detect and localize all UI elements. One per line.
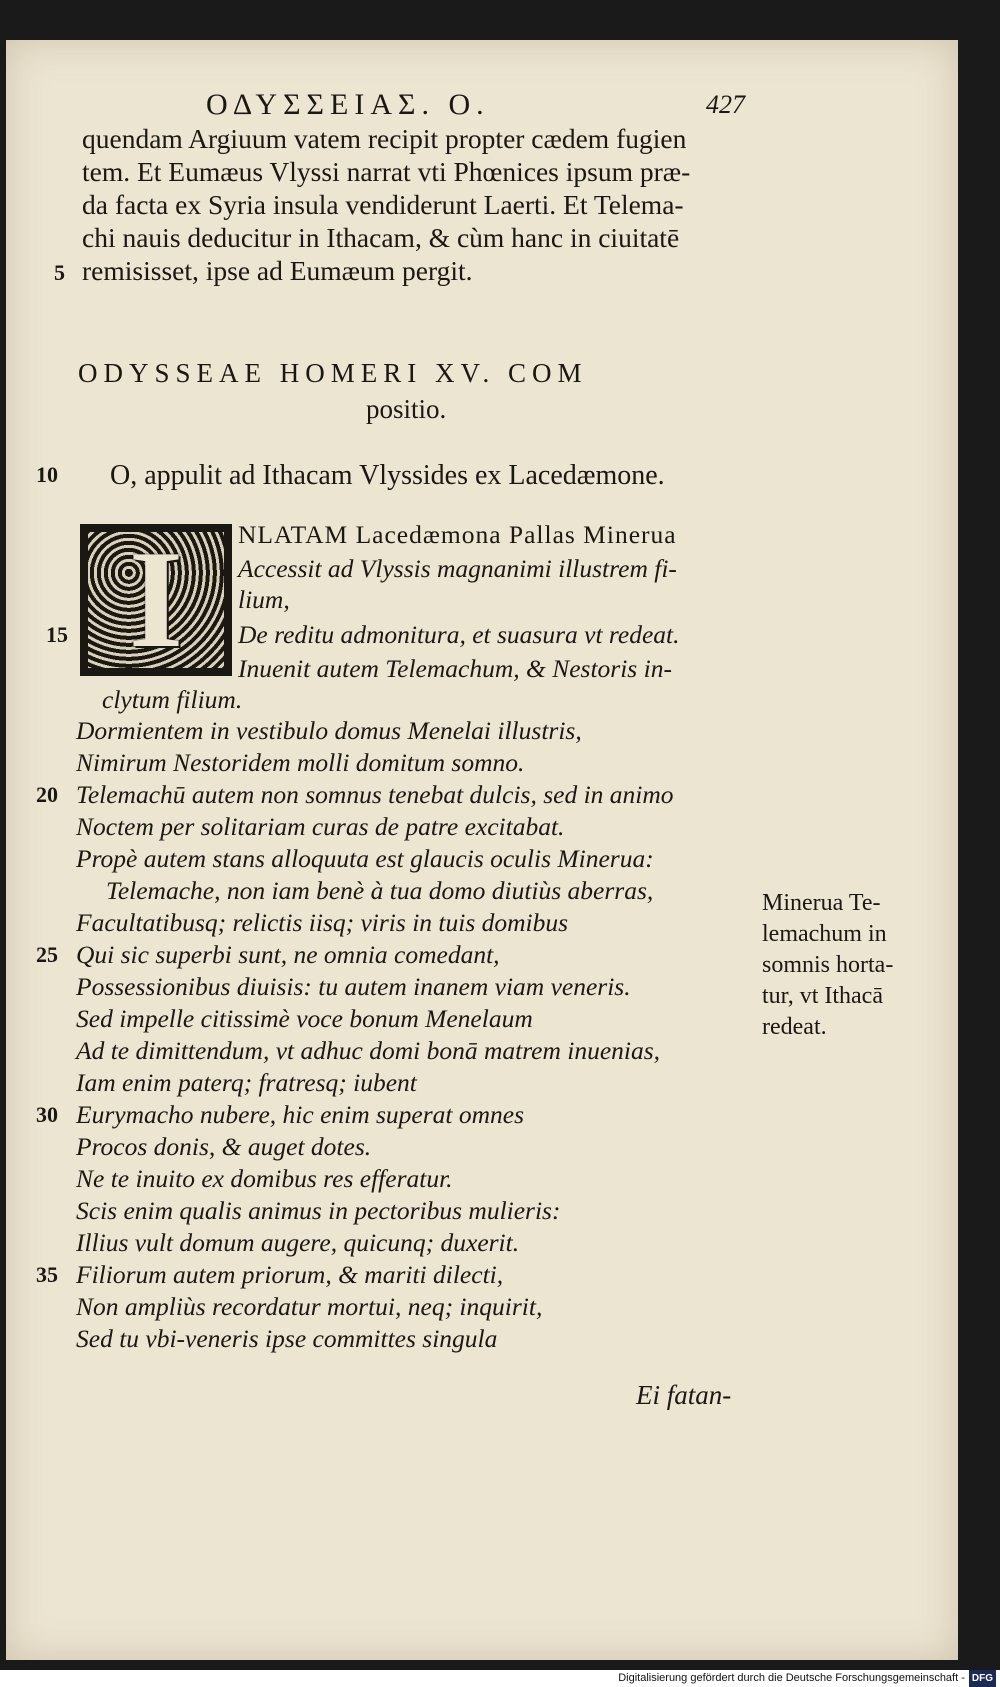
verse-line: Sed impelle citissimè voce bonum Menelaum <box>76 1004 533 1033</box>
running-title: ΟΔΥΣΣΕΙΑΣ. Ο. <box>206 88 490 121</box>
catchword: Ei fatan- <box>636 1380 732 1410</box>
verse-line: lium, <box>238 585 290 614</box>
argument-line: da facta ex Syria insula vendiderunt Laerti. Et Telema- <box>82 189 684 220</box>
line-number: 10 <box>36 462 58 487</box>
line-number: 15 <box>46 622 68 647</box>
decorated-initial <box>80 524 232 676</box>
marginal-line: redeat. <box>762 1014 827 1040</box>
verse-line: Possessionibus diuisis: tu autem inanem viam veneris. <box>76 972 631 1001</box>
section-title: ODYSSEAE HOMERI XV. COM <box>78 358 588 388</box>
verse-line: Qui sic superbi sunt, ne omnia comedant, <box>76 940 500 969</box>
verse-line: Telemache, non iam benè à tua domo diutiùs aberras, <box>106 876 654 905</box>
verse-line: Facultatibusq; relictis iisq; viris in tuis domibus <box>76 908 569 937</box>
verse-line: Accessit ad Vlyssis magnanimi illustrem fi- <box>238 554 677 583</box>
line-number: 20 <box>36 782 58 807</box>
marginal-line: tur, vt Ithacā <box>762 983 883 1009</box>
book-page <box>6 40 958 1660</box>
verse-line: Noctem per solitariam curas de patre excitabat. <box>76 812 565 841</box>
argument-line: remisisset, ipse ad Eumæum pergit. <box>82 255 473 286</box>
marginal-line: lemachum in <box>762 921 887 947</box>
verse-line: De reditu admonitura, et suasura vt redeat. <box>238 620 680 649</box>
verse-line: Illius vult domum augere, quicunq; duxerit. <box>76 1228 520 1257</box>
argument-line: tem. Et Eumæus Vlyssi narrat vti Phœnices ipsum præ- <box>82 156 691 187</box>
line-number: 25 <box>36 942 58 967</box>
verse-line: Nimirum Nestoridem molli domitum somno. <box>76 748 525 777</box>
verse-line: clytum filium. <box>102 685 243 714</box>
verse-line: NLATAM Lacedæmona Pallas Minerua <box>238 520 677 549</box>
page-number: 427 <box>706 90 745 119</box>
verse-line: Sed tu vbi-veneris ipse committes singula <box>76 1324 498 1353</box>
verse-line: Scis enim qualis animus in pectoribus mulieris: <box>76 1196 561 1225</box>
line-number: 5 <box>54 260 65 285</box>
line-number: 35 <box>36 1262 58 1287</box>
verse-line: Ad te dimittendum, vt adhuc domi bonā matrem inuenias, <box>76 1036 661 1065</box>
initial-letter: I <box>128 522 184 677</box>
verse-line: Inuenit autem Telemachum, & Nestoris in- <box>238 654 672 683</box>
digitization-credit <box>0 1670 1000 1687</box>
book-summary: O, appulit ad Ithacam Vlyssides ex Lacedæmone. <box>110 460 665 491</box>
marginal-line: somnis horta- <box>762 952 894 978</box>
verse-line: Eurymacho nubere, hic enim superat omnes <box>76 1100 525 1129</box>
verse-line: Dormientem in vestibulo domus Menelai illustris, <box>76 716 582 745</box>
verse-line: Filiorum autem priorum, & mariti dilecti, <box>76 1260 504 1289</box>
line-number: 30 <box>36 1102 58 1127</box>
verse-line: Non ampliùs recordatur mortui, neq; inquirit, <box>76 1292 543 1321</box>
dfg-logo: DFG <box>969 1670 996 1687</box>
section-title-continued: positio. <box>366 394 447 424</box>
argument-text <box>82 122 762 287</box>
verse-line: Iam enim paterq; fratresq; iubent <box>76 1068 417 1097</box>
marginal-note <box>762 888 922 1043</box>
verse-line: Ne te inuito ex domibus res efferatur. <box>76 1164 453 1193</box>
verse-line: Procos donis, & auget dotes. <box>76 1132 372 1161</box>
argument-line: quendam Argiuum vatem recipit propter cædem fugien <box>82 123 687 154</box>
marginal-line: Minerua Te- <box>762 890 881 916</box>
verse-line: Telemachū autem non somnus tenebat dulcis, sed in animo <box>76 780 674 809</box>
argument-line: chi nauis deducitur in Ithacam, & cùm hanc in ciuitatē <box>82 222 680 253</box>
credit-text: Digitalisierung gefördert durch die Deutsche Forschungsgemeinschaft - <box>618 1672 965 1684</box>
verse-line: Propè autem stans alloquuta est glaucis oculis Minerua: <box>76 844 654 873</box>
